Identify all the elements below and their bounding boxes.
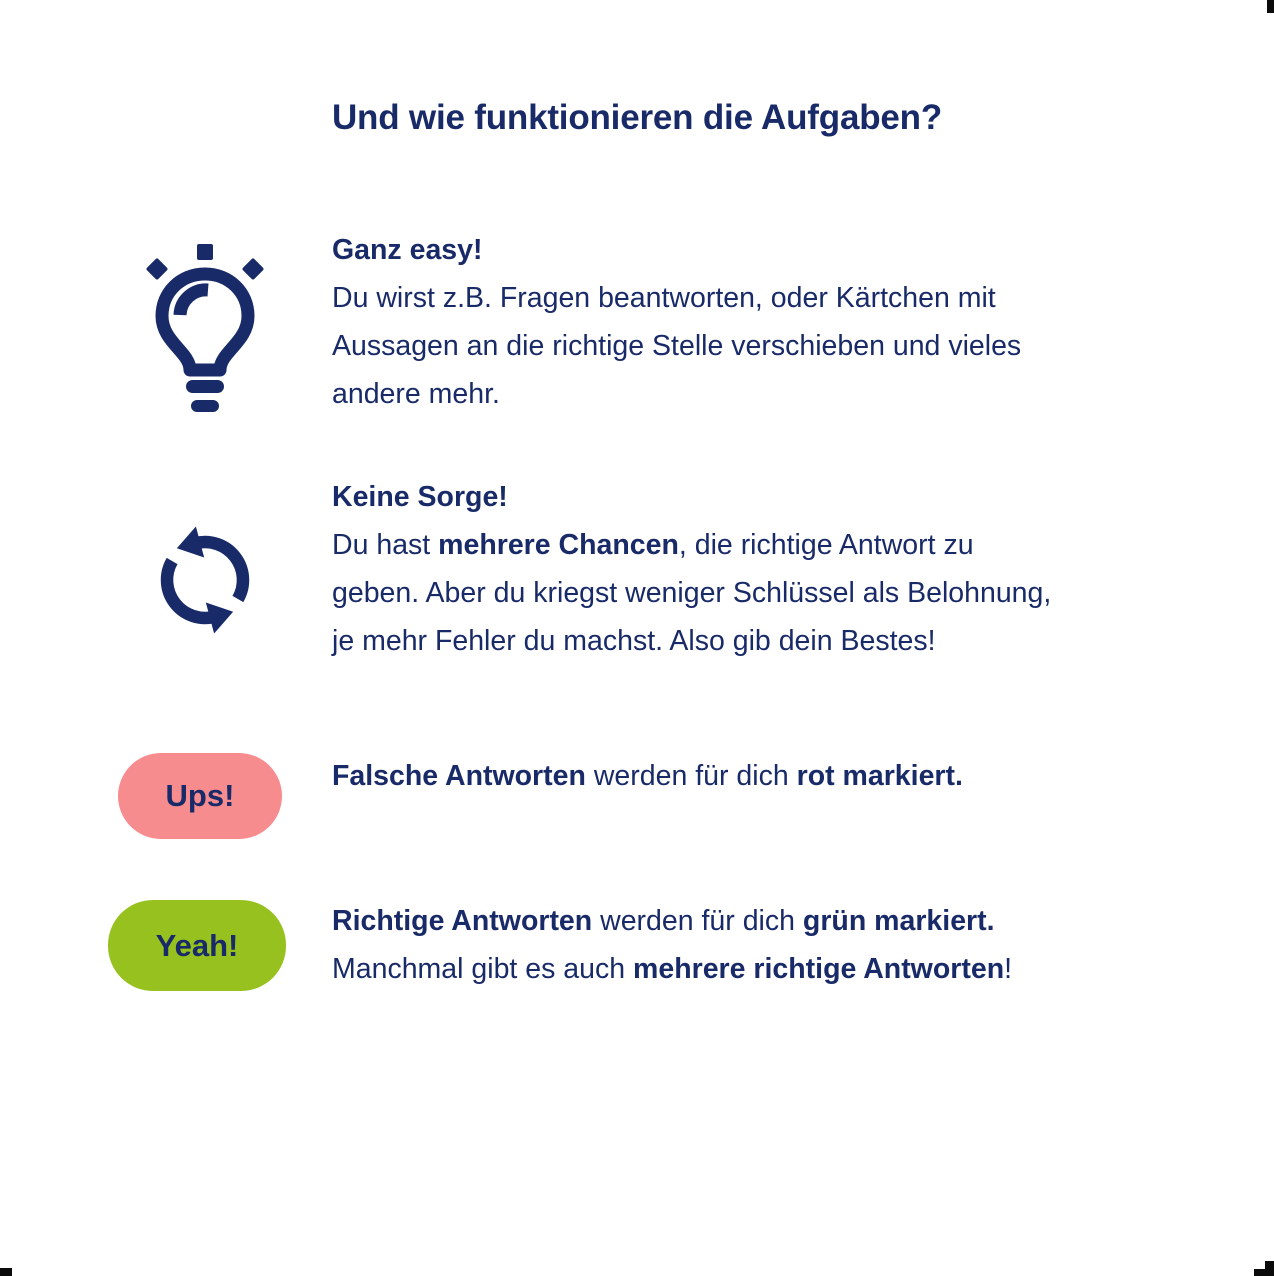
text-line: Du hast mehrere Chancen, die richtige Antwort zu <box>332 529 974 561</box>
section-body <box>332 752 963 800</box>
lightbulb-icon <box>130 230 280 425</box>
refresh-icon <box>145 510 265 645</box>
text-line: Du wirst z.B. Fragen beantworten, oder Kärtchen mit <box>332 282 996 314</box>
text-line: Richtige Antworten werden für dich grün markiert. <box>332 905 995 937</box>
page-title: Und wie funktionieren die Aufgaben? <box>331 98 943 137</box>
section-richtige-antworten <box>332 897 1012 993</box>
section-heading: Ganz easy! <box>332 234 483 266</box>
section-body <box>332 897 1012 993</box>
section-body <box>332 521 1051 665</box>
section-falsche-antworten <box>332 752 963 800</box>
text-line: je mehr Fehler du machst. Also gib dein Bestes! <box>332 625 936 657</box>
screen-corner-artifact <box>1267 0 1274 13</box>
text-line: Falsche Antworten werden für dich rot markiert. <box>332 760 963 792</box>
screen-corner-artifact <box>1254 1269 1274 1276</box>
screen-corner-artifact <box>0 1268 12 1276</box>
section-body <box>332 274 1021 418</box>
text-line: Aussagen an die richtige Stelle verschieben und vieles <box>332 330 1022 362</box>
section-heading: Keine Sorge! <box>332 481 508 513</box>
text-line: geben. Aber du kriegst weniger Schlüssel als Belohnung, <box>332 577 1052 609</box>
ups-badge: Ups! <box>118 753 282 839</box>
text-line: andere mehr. <box>332 378 500 410</box>
yeah-badge: Yeah! <box>108 900 286 991</box>
text-line: Manchmal gibt es auch mehrere richtige Antworten! <box>332 953 1013 985</box>
section-keine-sorge <box>332 473 1051 665</box>
section-ganz-easy <box>332 226 1021 418</box>
